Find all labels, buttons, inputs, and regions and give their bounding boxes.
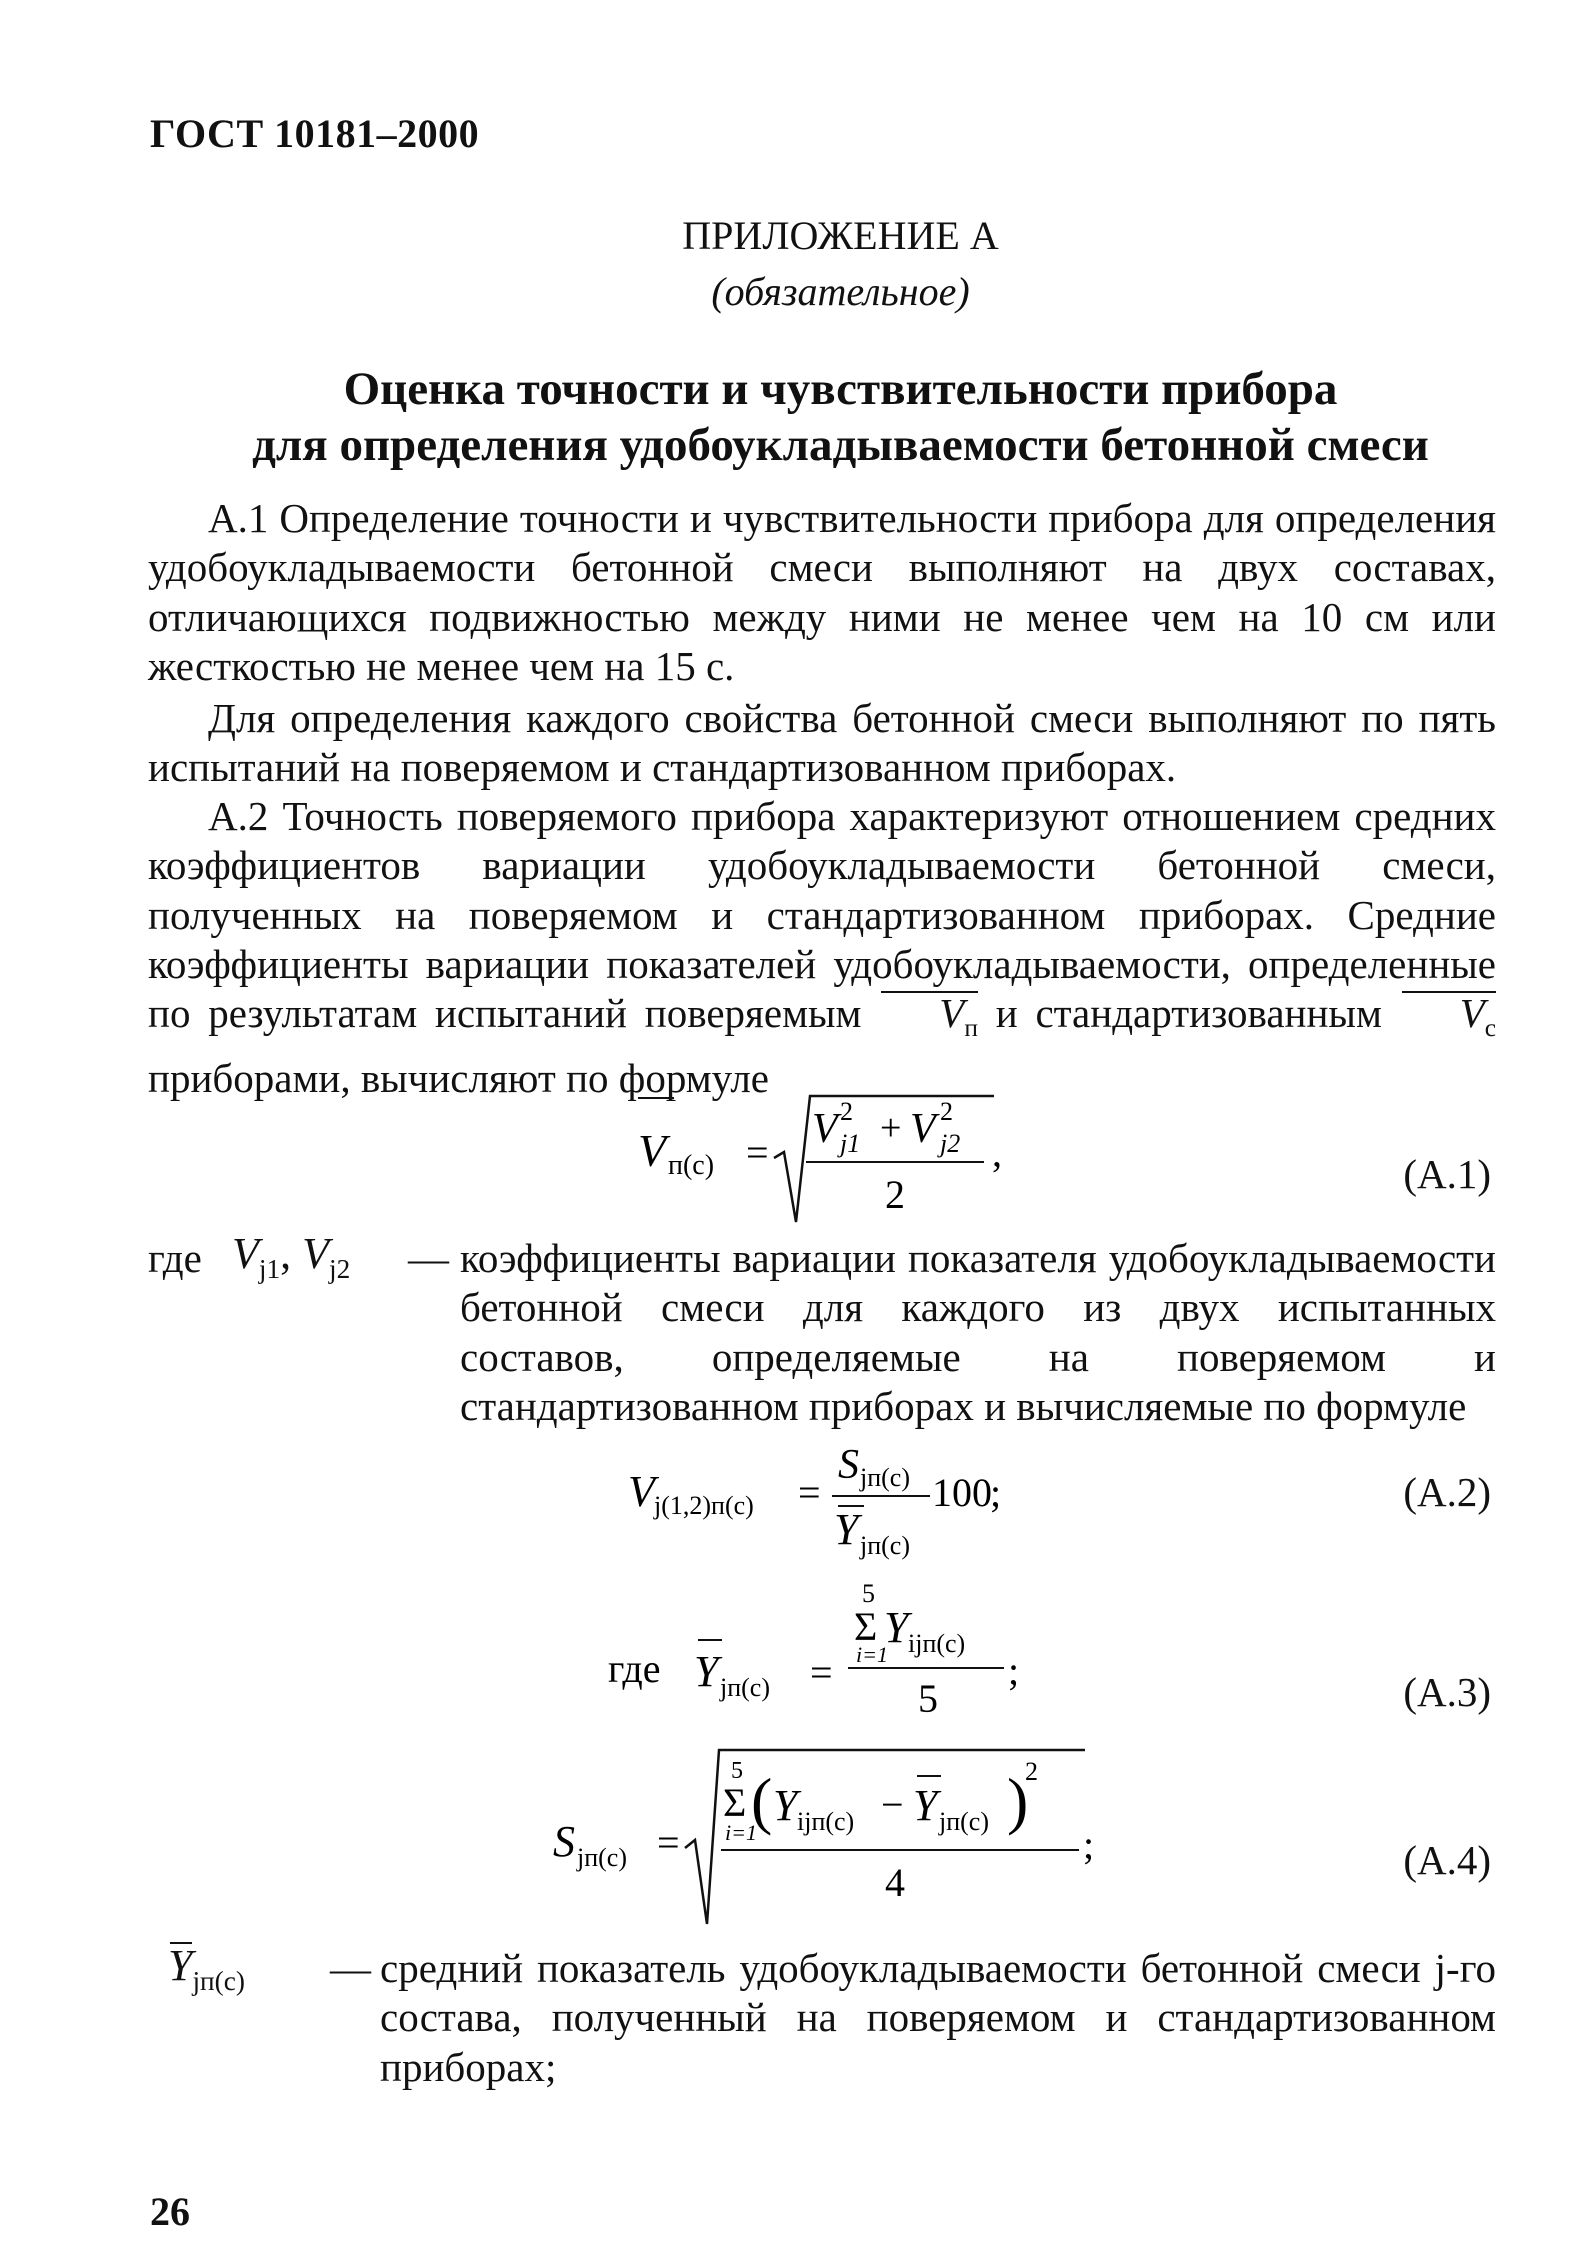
equation-a3: [600, 1580, 1060, 1750]
appendix-subtitle: (обязательное): [711, 269, 970, 314]
eq-a4-tail: ;: [1083, 1822, 1095, 1867]
eq-a1-num-a-sub: j1: [840, 1129, 861, 1158]
eq-a1-num-b: V: [910, 1106, 936, 1152]
eq-a2-den: Y: [834, 1505, 859, 1554]
eq-a2-number: (А.2): [1403, 1469, 1491, 1515]
eq-a4-equals: =: [657, 1820, 680, 1865]
eq-a3-sum-top: 5: [862, 1580, 875, 1608]
eq-a4-power: 2: [1025, 1757, 1038, 1786]
eq-a3-lhs: Y: [694, 1647, 719, 1696]
paragraph-a2-text1: А.2 Точность поверяемого прибора характеризуют отношением средних коэффициентов вариации удобоукладываемости бетонной смеси, полученных на поверяемом и стандартизованном приборах. Средние коэффициенты вариации показателей удобоукладываемости, определенные по результатам испытаний поверяемым: [148, 793, 1496, 1037]
eq-a1-num-b-sub: j2: [940, 1129, 961, 1158]
eq-a3-den: 5: [918, 1676, 938, 1721]
section-title-line1: Оценка точности и чувствительности прибора: [343, 363, 1338, 415]
eq-a4-sum-bottom: i=1: [725, 1820, 757, 1845]
equation-a1: [600, 1090, 1020, 1230]
eq-a2-num: S: [838, 1442, 859, 1488]
eq-a3-lhs-sub: jп(с): [720, 1673, 770, 1702]
eq-a3-equals: =: [810, 1650, 833, 1695]
eq-a1-lhs-sub: п(с): [668, 1150, 715, 1181]
eq-a4-lhs: S: [553, 1817, 575, 1866]
eq-a1-den: 2: [885, 1172, 905, 1217]
eq-a3-sum-bottom: i=1: [856, 1642, 888, 1667]
eq-a1-num-b-sup: 2: [940, 1097, 953, 1126]
section-title-line2: для определения удобоукладываемости бетонной смеси: [252, 419, 1429, 471]
eq-a1-num-a-sup: 2: [840, 1097, 853, 1126]
appendix-title: ПРИЛОЖЕНИЕ А: [682, 213, 999, 258]
eq-a2-num-sub: jп(с): [860, 1463, 910, 1492]
eq-a4-sigma: Σ: [723, 1780, 747, 1825]
eq-a4-term2: Y: [913, 1781, 938, 1830]
eq-a1-number: (А.1): [1403, 1151, 1491, 1197]
paragraph-a1-cont: Для определения каждого свойства бетонной смеси выполняют по пять испытаний на поверяемом и стандартизованном приборах.: [148, 695, 1496, 791]
eq-a3-term: Y: [884, 1603, 909, 1652]
eq-a4-number: (А.4): [1403, 1837, 1491, 1883]
definition-1-text: коэффициенты вариации показателя удобоукладываемости бетонной смеси для каждого из двух испытанных составов, определяемые на поверяемом и стандартизованном приборах и вычисляемые по формуле: [460, 1235, 1496, 1429]
definition-2-dash: —: [330, 1945, 371, 1991]
eq-a2-factor: 100: [932, 1470, 992, 1515]
eq-a4-den: 4: [885, 1860, 905, 1905]
paragraph-a2: [148, 792, 1496, 1103]
eq-a1-lhs: V: [638, 1125, 667, 1176]
paragraph-a2-text3: приборами, вычисляют по формуле: [148, 1054, 770, 1101]
eq-a4-lparen: (: [751, 1765, 773, 1836]
definition-1-where: где: [148, 1235, 202, 1281]
eq-a4-rparen: ): [1007, 1765, 1029, 1836]
definition-1-dash: —: [408, 1235, 449, 1281]
eq-a4-term1: Y: [773, 1781, 798, 1830]
eq-a1-equals: =: [746, 1130, 769, 1175]
eq-a4-term2-sub: jп(с): [939, 1807, 989, 1836]
eq-a3-where: где: [608, 1646, 661, 1691]
paragraph-a2-text2: и стандартизованным: [995, 990, 1382, 1037]
paragraph-a1: А.1 Определение точности и чувствительности прибора для определения удобоукладываемости бетонной смеси выполняют на двух составах, отличающихся подвижностью между ними не менее чем на 10 см или жесткостью не менее чем на 15 с.: [148, 495, 1496, 689]
eq-a2-equals: =: [798, 1470, 821, 1515]
definition-2-text: средний показатель удобоукладываемости бетонной смеси j-го состава, полученный на поверяемом и стандартизованном приборах;: [380, 1945, 1496, 2090]
eq-a1-plus: +: [880, 1107, 902, 1149]
eq-a2-den-sub: jп(с): [860, 1531, 910, 1560]
page-number: 26: [150, 2189, 190, 2234]
equation-a4: [545, 1740, 1105, 1930]
eq-a2-tail: ;: [990, 1470, 1002, 1515]
eq-a3-number: (А.3): [1403, 1669, 1491, 1715]
symbol-v-c: $V_с$: [1400, 989, 1496, 1053]
symbol-v-p: $V_п$: [879, 989, 978, 1053]
eq-a3-tail: ;: [1008, 1648, 1020, 1693]
eq-a4-term1-sub: ijп(с): [797, 1807, 855, 1836]
eq-a2-lhs: V: [628, 1467, 655, 1516]
eq-a1-tail: ,: [992, 1130, 1002, 1175]
eq-a4-minus: −: [881, 1782, 904, 1827]
eq-a4-lhs-sub: jп(с): [577, 1843, 627, 1872]
document-code: ГОСТ 10181–2000: [150, 111, 480, 156]
definition-2-symbol: $Y_{jп(с)}$: [168, 1941, 245, 1996]
eq-a1-num-a: V: [812, 1106, 838, 1152]
equation-a2: [620, 1440, 1040, 1570]
eq-a4-sum-top: 5: [731, 1758, 743, 1784]
eq-a3-term-sub: ijп(с): [908, 1629, 966, 1658]
eq-a3-sigma: Σ: [854, 1604, 878, 1649]
definition-1-symbols: $V_{j1}$, $V_{j2}$: [232, 1229, 351, 1284]
eq-a2-lhs-sub: j(1,2)п(с): [654, 1491, 754, 1520]
